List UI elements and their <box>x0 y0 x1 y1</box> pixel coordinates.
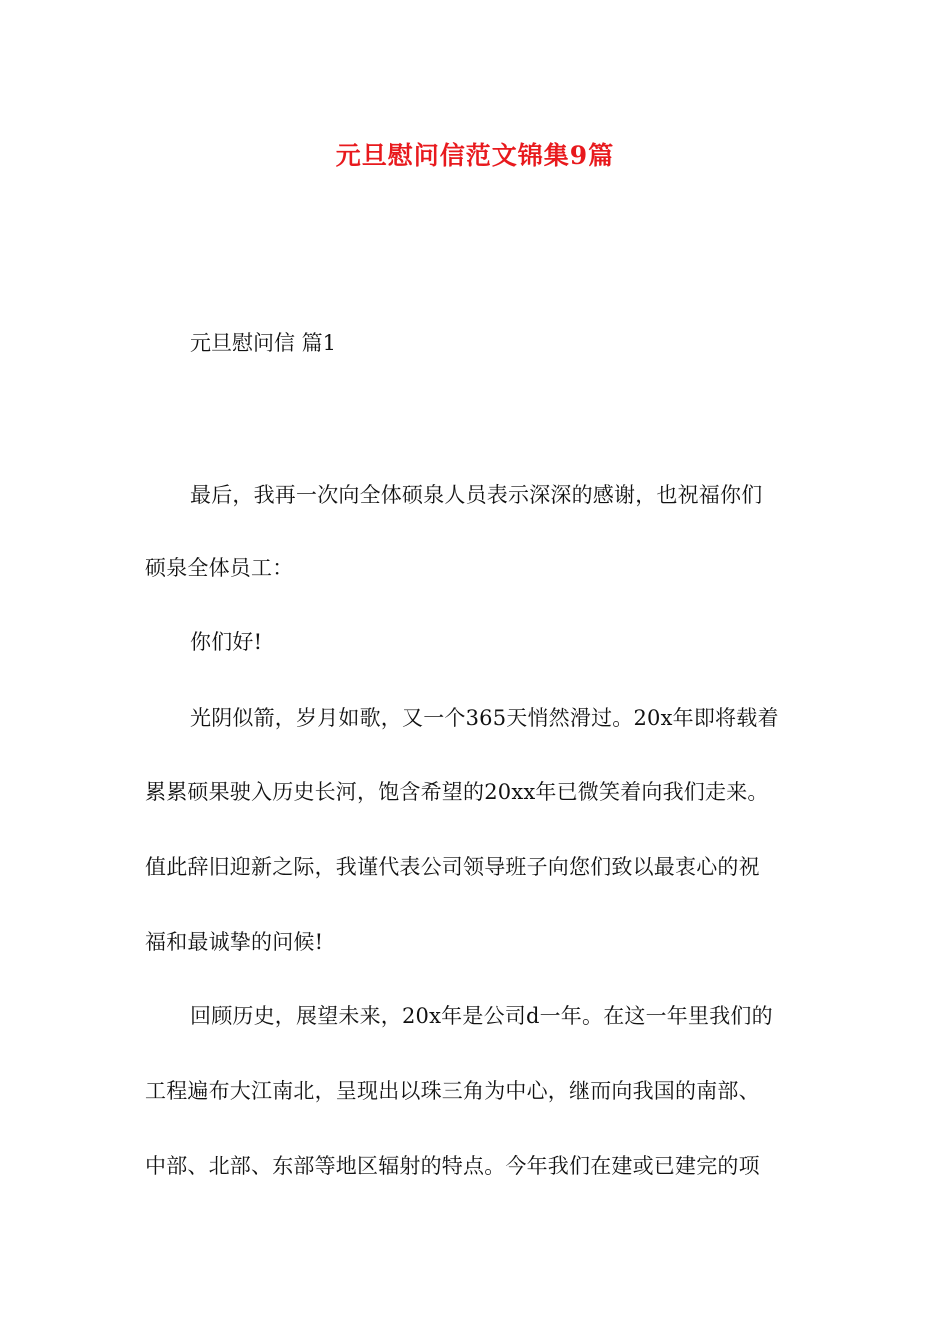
paragraph-line: 硕泉全体员工： <box>145 556 294 580</box>
paragraph-line: 值此辞旧迎新之际，我谨代表公司领导班子向您们致以最衷心的祝 <box>145 855 760 879</box>
paragraph-line: 最后，我再一次向全体硕泉人员表示深深的感谢，也祝福你们 <box>190 483 763 507</box>
paragraph-line: 中部、北部、东部等地区辐射的特点。今年我们在建或已建完的项 <box>145 1154 760 1178</box>
paragraph-line: 光阴似箭，岁月如歌，又一个365天悄然滑过。20x年即将载着 <box>190 706 779 730</box>
paragraph-line: 回顾历史，展望未来，20x年是公司d一年。在这一年里我们的 <box>190 1004 773 1028</box>
paragraph-line: 你们好! <box>190 630 263 654</box>
section-heading: 元旦慰问信 篇1 <box>190 331 337 355</box>
paragraph-line: 福和最诚挚的问候! <box>145 930 324 954</box>
document-title: 元旦慰问信范文锦集9篇 <box>335 141 615 170</box>
paragraph-line: 工程遍布大江南北，呈现出以珠三角为中心，继而向我国的南部、 <box>145 1079 760 1103</box>
paragraph-line: 累累硕果驶入历史长河，饱含希望的20xx年已微笑着向我们走来。 <box>145 780 769 804</box>
